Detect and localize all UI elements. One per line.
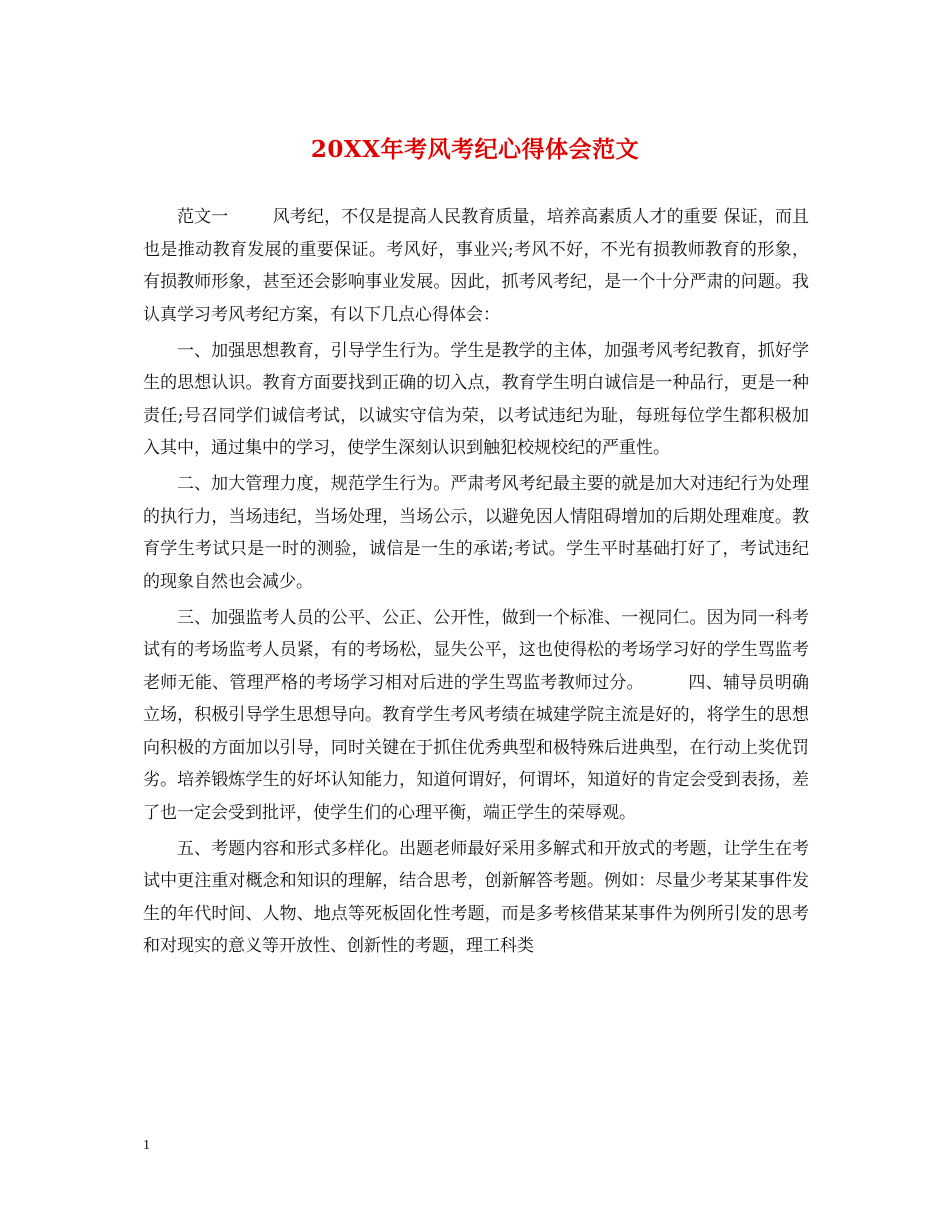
document-title: 20XX年考风考纪心得体会范文 [310, 136, 640, 163]
paragraph-1: 一、加强思想教育，引导学生行为。学生是教学的主体，加强考风考纪教育，抓好学生的思想认识。教育方面要找到正确的切入点，教育学生明白诚信是一种品行，更是一种责任;号召同学们诚信考试，以诚实守信为荣，以考试违纪为耻，每班每位学生都积极加入其中，通过集中的学习，使学生深刻认识到触犯校规校纪的严重性。 [143, 340, 809, 458]
paragraph-2: 二、加大管理力度，规范学生行为。严肃考风考纪最主要的就是加大对违纪行为处理的执行力，当场违纪，当场处理，当场公示，以避免因人情阻碍增加的后期处理难度。教育学生考试只是一时的测验，诚信是一生的承诺;考试。学生平时基础打好了，考试违纪的现象自然也会减少。 [143, 474, 809, 592]
paragraph-3-text: 三、加强监考人员的公平、公正、公开性，做到一个标准、一视同仁。因为同一科考试有的考场监考人员紧，有的考场松，显失公平，这也使得松的考场学习好的学生骂监考老师无能、管理严格的考场学习相对后进的学生骂监考教师过分。 [143, 607, 809, 693]
document-body [143, 201, 809, 966]
intro-text: 风考纪，不仅是提高人民教育质量，培养高素质人才的重要 保证，而且也是推动教育发展的重要保证。考风好，事业兴;考风不好，不光有损教师教育的形象，有损教师形象，甚至还会影响事业发展。因此，抓考风考纪，是一个十分严肃的问题。我认真学习考风考纪方案，有以下几点心得体会： [143, 207, 810, 325]
page-number: 1 [143, 1138, 150, 1153]
intro-paragraph [143, 201, 809, 331]
paragraph-4-inline-text: 四、辅导员明确立场，积极引导学生思想导向。教育学生考风考绩在城建学院主流是好的，将学生的思想向积极的方面加以引导，同时关键在于抓住优秀典型和极特殊后进典型，在行动上奖优罚劣。培养锻炼学生的好坏认知能力，知道何谓好，何谓坏，知道好的肯定会受到表扬，差了也一定会受到批评，使学生们的心理平衡，端正学生的荣辱观。 [143, 672, 810, 823]
paragraph-5: 五、考题内容和形式多样化。出题老师最好采用多解式和开放式的考题，让学生在考试中更注重对概念和知识的理解，结合思考，创新解答考题。例如：尽量少考某某事件发生的年代时间、人物、地点等死板固化性考题，而是多考核借某某事件为例所引发的思考和对现实的意义等开放性、创新性的考题，理工科类 [143, 838, 809, 956]
paragraph-3 [143, 602, 809, 830]
intro-label: 范文一 [177, 207, 229, 227]
